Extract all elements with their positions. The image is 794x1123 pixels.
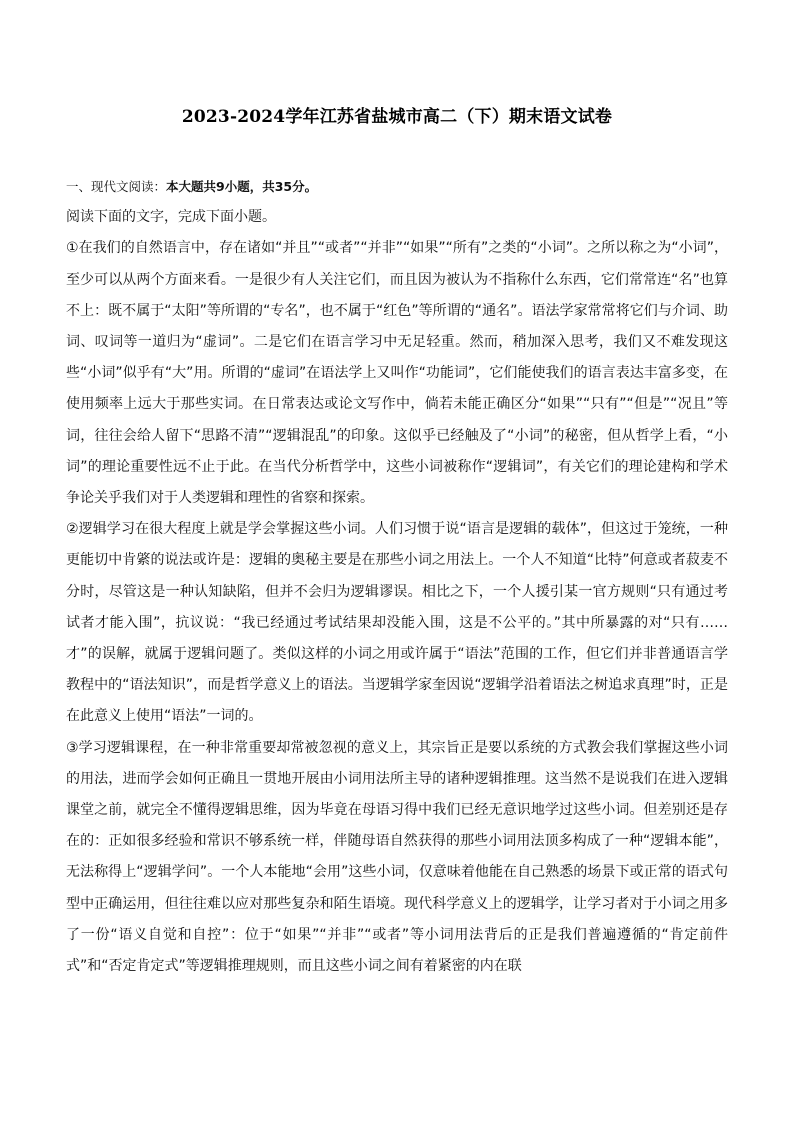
document-title: 2023-2024学年江苏省盐城市高二（下）期末语文试卷 xyxy=(181,107,613,127)
section-description: 本大题共9小题，共35分。 xyxy=(166,179,318,194)
section-heading xyxy=(66,171,728,202)
section-prefix: 一、现代文阅读： xyxy=(66,179,167,194)
document-body xyxy=(66,171,728,982)
paragraph-3: ③学习逻辑课程，在一种非常重要却常被忽视的意义上，其宗旨正是要以系统的方式教会我们掌握这些小词的用法，进而学会如何正确且一贯地开展由小词用法所主导的诸种逻辑推理。这当然不是说我们在进入逻辑课堂之前，就完全不懂得逻辑思维，因为毕竟在母语习得中我们已经无意识地学过这些小词。但差别还是存在的：正如很多经验和常识不够系统一样，伴随母语自然获得的那些小词用法顶多构成了一种“逻辑本能”，无法称得上“逻辑学问”。一个人本能地“会用”这些小词，仅意味着他能在自己熟悉的场景下或正常的语式句型中正确运用，但往往难以应对那些复杂和陌生语境。现代科学意义上的逻辑学，让学习者对于小词之用多了一份“语义自觉和自控”：位于“如果”“并非”“或者”等小词用法背后的正是我们普遍遵循的“肯定前件式”和“否定肯定式”等逻辑推理规则，而且这些小词之间有着紧密的内在联 xyxy=(66,739,728,975)
paragraph-1: ①在我们的自然语言中，存在诸如“并且”“或者”“并非”“如果”“所有”之类的“小词”。之所以称之为“小词”，至少可以从两个方面来看。一是很少有人关注它们，而且因为被认为不指称什么东西，它们常常连“名”也算不上：既不属于“太阳”等所谓的“专名”，也不属于“红色”等所谓的“通名”。语法学家常常将它们与介词、助词、叹词等一道归为“虚词”。二是它们在语言学习中无足轻重。然而，稍加深入思考，我们又不难发现这些“小词”似乎有“大”用。所谓的“虚词”在语法学上又叫作“功能词”，它们能使我们的语言表达丰富多变，在使用频率上远大于那些实词。在日常表达或论文写作中，倘若未能正确区分“如果”“只有”“但是”“况且”等词，往往会给人留下“思路不清”“逻辑混乱”的印象。这似乎已经触及了“小词”的秘密，但从哲学上看，“小词”的理论重要性远不止于此。在当代分析哲学中，这些小词被称作“逻辑词”，有关它们的理论建构和学术争论关乎我们对于人类逻辑和理性的省察和探索。 xyxy=(66,240,728,507)
paragraph-2: ②逻辑学习在很大程度上就是学会掌握这些小词。人们习惯于说“语言是逻辑的载体”，但这过于笼统，一种更能切中肯綮的说法或许是：逻辑的奥秘主要是在那些小词之用法上。一个人不知道“比特”何意或者菽麦不分时，尽管这是一种认知缺陷，但并不会归为逻辑谬误。相比之下，一个人援引某一官方规则“只有通过考试者才能入围”，抗议说：“我已经通过考试结果却没能入围，这是不公平的。”其中所暴露的对“只有……才”的误解，就属于逻辑问题了。类似这样的小词之用或许属于“语法”范围的工作，但它们并非普通语言学教程中的“语法知识”，而是哲学意义上的语法。当逻辑学家奎因说“逻辑学沿着语法之树追求真理”时，正是在此意义上使用“语法”一词的。 xyxy=(66,521,728,725)
reading-instruction: 阅读下面的文字，完成下面小题。 xyxy=(66,209,276,226)
